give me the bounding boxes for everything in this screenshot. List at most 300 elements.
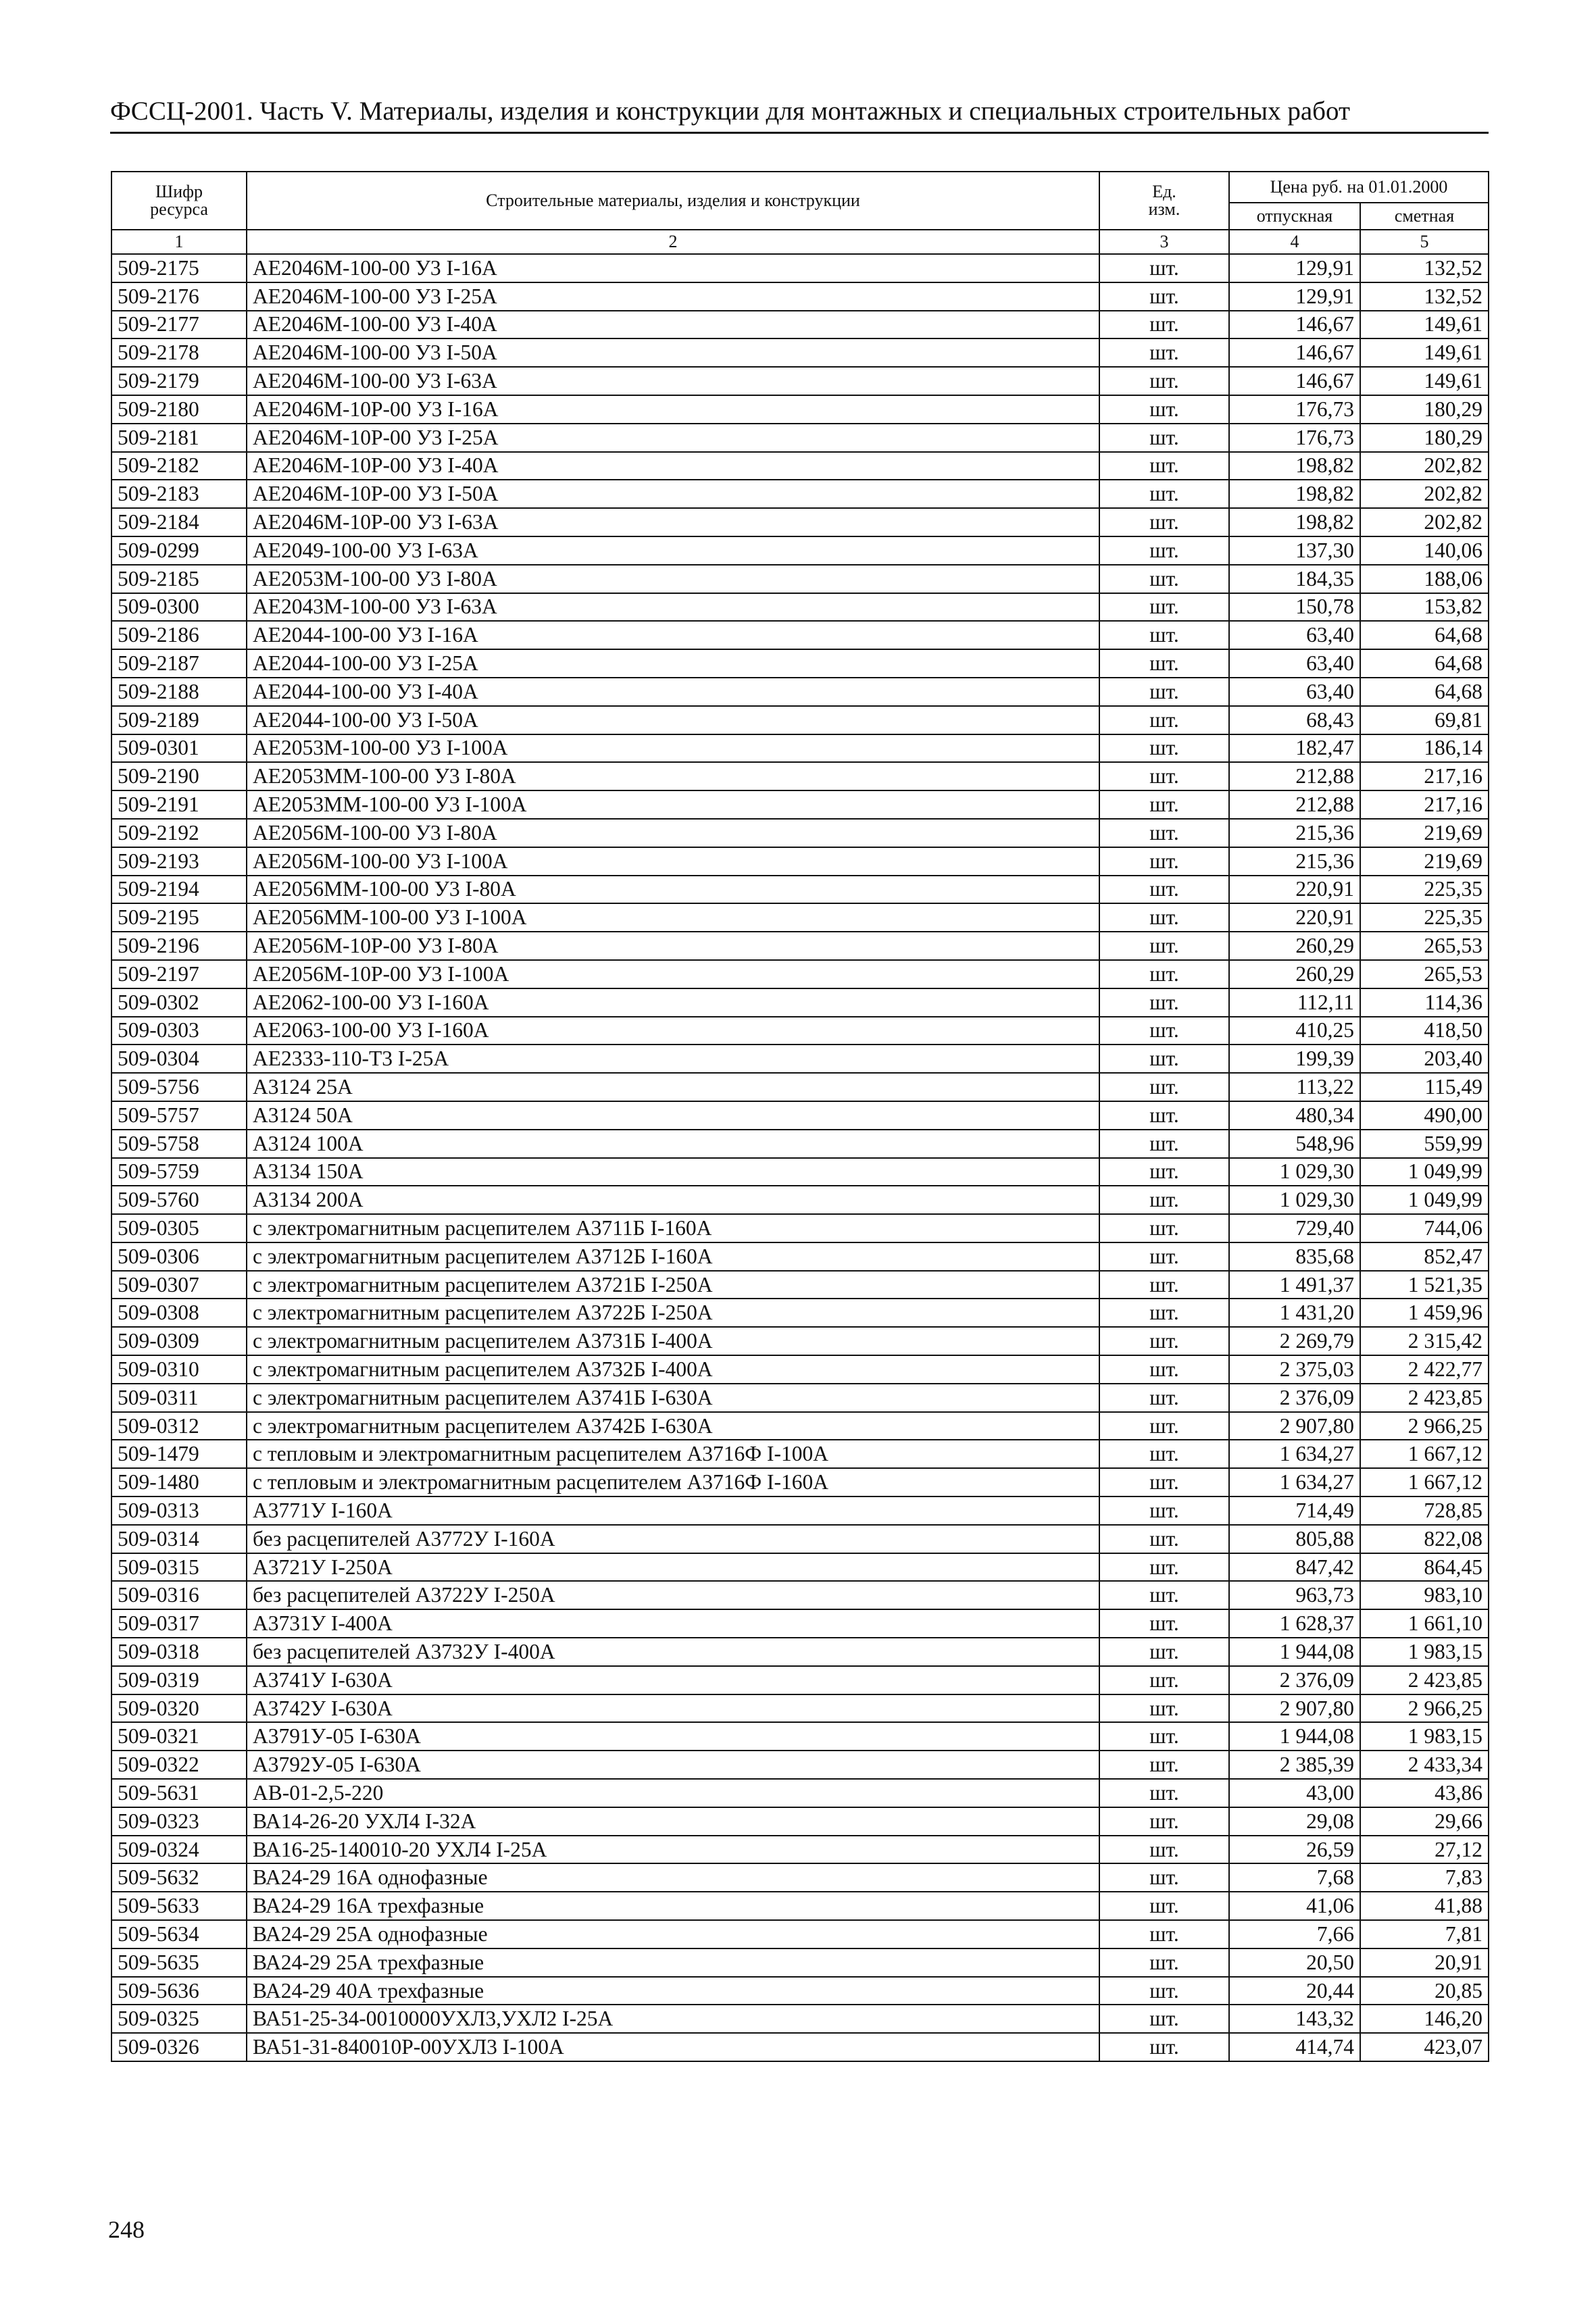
estimate-price-cell: 29,66 xyxy=(1360,1807,1489,1836)
release-price-cell: 1 634,27 xyxy=(1229,1468,1360,1496)
release-price-cell: 41,06 xyxy=(1229,1892,1360,1920)
unit-cell: шт. xyxy=(1099,734,1229,763)
material-name-cell: А3124 100А xyxy=(247,1130,1099,1158)
resource-code-cell: 509-2195 xyxy=(111,903,247,932)
unit-cell: шт. xyxy=(1099,1807,1229,1836)
material-name-cell: А3771У I-160А xyxy=(247,1496,1099,1525)
resource-code-cell: 509-0318 xyxy=(111,1638,247,1666)
material-name-cell: А3124 50А xyxy=(247,1101,1099,1130)
release-price-cell: 2 907,80 xyxy=(1229,1694,1360,1723)
material-name-cell: с электромагнитным расцепителем А3741Б I-630А xyxy=(247,1384,1099,1412)
material-name-cell: АЕ2333-110-Т3 I-25А xyxy=(247,1045,1099,1073)
estimate-price-cell: 64,68 xyxy=(1360,649,1489,678)
release-price-cell: 835,68 xyxy=(1229,1242,1360,1271)
resource-code-cell: 509-5631 xyxy=(111,1779,247,1807)
release-price-cell: 150,78 xyxy=(1229,593,1360,622)
material-name-cell: АЕ2049-100-00 У3 I-63А xyxy=(247,536,1099,565)
table-row xyxy=(111,706,1489,734)
table-row xyxy=(111,876,1489,904)
material-name-cell: А3731У I-400А xyxy=(247,1609,1099,1638)
unit-cell: шт. xyxy=(1099,1158,1229,1186)
estimate-price-cell: 2 423,85 xyxy=(1360,1384,1489,1412)
release-price-cell: 548,96 xyxy=(1229,1130,1360,1158)
estimate-price-cell: 2 966,25 xyxy=(1360,1412,1489,1440)
unit-cell: шт. xyxy=(1099,1920,1229,1948)
release-price-cell: 20,50 xyxy=(1229,1948,1360,1977)
release-price-cell: 212,88 xyxy=(1229,790,1360,819)
estimate-price-cell: 265,53 xyxy=(1360,932,1489,960)
table-row xyxy=(111,1977,1489,2005)
unit-cell: шт. xyxy=(1099,819,1229,847)
material-name-cell: А3721У I-250А xyxy=(247,1553,1099,1582)
resource-code-cell: 509-0307 xyxy=(111,1271,247,1299)
material-name-cell: АЕ2056М-100-00 У3 I-80А xyxy=(247,819,1099,847)
unit-cell: шт. xyxy=(1099,706,1229,734)
table-row xyxy=(111,1186,1489,1214)
resource-code-cell: 509-2187 xyxy=(111,649,247,678)
release-price-cell: 414,74 xyxy=(1229,2033,1360,2061)
table-row xyxy=(111,960,1489,988)
table-row xyxy=(111,480,1489,508)
estimate-price-cell: 822,08 xyxy=(1360,1525,1489,1553)
material-name-cell: АЕ2056ММ-100-00 У3 I-80А xyxy=(247,876,1099,904)
table-row xyxy=(111,1722,1489,1751)
resource-code-cell: 509-0304 xyxy=(111,1045,247,1073)
resource-code-cell: 509-0300 xyxy=(111,593,247,622)
table-header xyxy=(111,172,1489,254)
material-name-cell: АЕ2044-100-00 У3 I-40А xyxy=(247,678,1099,706)
release-price-cell: 1 944,08 xyxy=(1229,1722,1360,1751)
material-name-cell: А3741У I-630А xyxy=(247,1666,1099,1694)
estimate-price-cell: 140,06 xyxy=(1360,536,1489,565)
material-name-cell: ВА51-31-840010Р-00УХЛ3 I-100А xyxy=(247,2033,1099,2061)
col-header-unit xyxy=(1099,172,1229,230)
material-name-cell: с электромагнитным расцепителем А3711Б I-160А xyxy=(247,1214,1099,1242)
table-row xyxy=(111,338,1489,367)
material-name-cell: АЕ2053ММ-100-00 У3 I-80А xyxy=(247,762,1099,790)
material-name-cell: АЕ2062-100-00 У3 I-160А xyxy=(247,988,1099,1017)
estimate-price-cell: 132,52 xyxy=(1360,282,1489,311)
unit-cell: шт. xyxy=(1099,1130,1229,1158)
resource-code-cell: 509-2184 xyxy=(111,508,247,536)
resource-code-cell: 509-0303 xyxy=(111,1017,247,1045)
unit-cell: шт. xyxy=(1099,282,1229,311)
estimate-price-cell: 186,14 xyxy=(1360,734,1489,763)
resource-code-cell: 509-5756 xyxy=(111,1073,247,1101)
estimate-price-cell: 852,47 xyxy=(1360,1242,1489,1271)
resource-code-cell: 509-1479 xyxy=(111,1440,247,1468)
release-price-cell: 212,88 xyxy=(1229,762,1360,790)
unit-cell: шт. xyxy=(1099,847,1229,876)
table-row xyxy=(111,395,1489,424)
material-name-cell: АЕ2046М-10Р-00 У3 I-63А xyxy=(247,508,1099,536)
estimate-price-cell: 188,06 xyxy=(1360,565,1489,593)
release-price-cell: 137,30 xyxy=(1229,536,1360,565)
table-row xyxy=(111,1271,1489,1299)
resource-code-cell: 509-0306 xyxy=(111,1242,247,1271)
table-row xyxy=(111,1836,1489,1864)
table-row xyxy=(111,621,1489,649)
material-name-cell: ВА24-29 25А трехфазные xyxy=(247,1948,1099,1977)
estimate-price-cell: 1 049,99 xyxy=(1360,1158,1489,1186)
release-price-cell: 43,00 xyxy=(1229,1779,1360,1807)
estimate-price-cell: 225,35 xyxy=(1360,903,1489,932)
release-price-cell: 143,32 xyxy=(1229,2005,1360,2033)
resource-code-cell: 509-0301 xyxy=(111,734,247,763)
release-price-cell: 1 944,08 xyxy=(1229,1638,1360,1666)
material-name-cell: ВА24-29 16А однофазные xyxy=(247,1863,1099,1892)
estimate-price-cell: 180,29 xyxy=(1360,395,1489,424)
table-row xyxy=(111,2005,1489,2033)
estimate-price-cell: 64,68 xyxy=(1360,678,1489,706)
unit-cell: шт. xyxy=(1099,1694,1229,1723)
estimate-price-cell: 115,49 xyxy=(1360,1073,1489,1101)
table-row xyxy=(111,1412,1489,1440)
unit-cell: шт. xyxy=(1099,2005,1229,2033)
release-price-cell: 2 376,09 xyxy=(1229,1384,1360,1412)
material-name-cell: АЕ2046М-100-00 У3 I-40А xyxy=(247,311,1099,339)
unit-cell: шт. xyxy=(1099,1017,1229,1045)
table-row xyxy=(111,649,1489,678)
table-row xyxy=(111,819,1489,847)
unit-cell: шт. xyxy=(1099,1892,1229,1920)
estimate-price-cell: 1 661,10 xyxy=(1360,1609,1489,1638)
release-price-cell: 805,88 xyxy=(1229,1525,1360,1553)
material-name-cell: с тепловым и электромагнитным расцепителем А3716Ф I-160А xyxy=(247,1468,1099,1496)
material-name-cell: АЕ2044-100-00 У3 I-16А xyxy=(247,621,1099,649)
unit-cell: шт. xyxy=(1099,1948,1229,1977)
material-name-cell: АЕ2056ММ-100-00 У3 I-100А xyxy=(247,903,1099,932)
release-price-cell: 260,29 xyxy=(1229,932,1360,960)
table-row xyxy=(111,1242,1489,1271)
col-header-unit-line1: Ед. xyxy=(1152,182,1176,201)
estimate-price-cell: 7,83 xyxy=(1360,1863,1489,1892)
material-name-cell: ВА24-29 16А трехфазные xyxy=(247,1892,1099,1920)
material-name-cell: с электромагнитным расцепителем А3722Б I-250А xyxy=(247,1299,1099,1327)
unit-cell: шт. xyxy=(1099,988,1229,1017)
material-name-cell: с электромагнитным расцепителем А3721Б I-250А xyxy=(247,1271,1099,1299)
estimate-price-cell: 423,07 xyxy=(1360,2033,1489,2061)
resource-code-cell: 509-5759 xyxy=(111,1158,247,1186)
unit-cell: шт. xyxy=(1099,1553,1229,1582)
release-price-cell: 215,36 xyxy=(1229,847,1360,876)
table-row xyxy=(111,678,1489,706)
unit-cell: шт. xyxy=(1099,424,1229,452)
table-row xyxy=(111,1638,1489,1666)
table-row xyxy=(111,1779,1489,1807)
col-number: 2 xyxy=(247,230,1099,254)
material-name-cell: АЕ2046М-10Р-00 У3 I-40А xyxy=(247,452,1099,480)
unit-cell: шт. xyxy=(1099,593,1229,622)
release-price-cell: 112,11 xyxy=(1229,988,1360,1017)
release-price-cell: 480,34 xyxy=(1229,1101,1360,1130)
unit-cell: шт. xyxy=(1099,1779,1229,1807)
unit-cell: шт. xyxy=(1099,480,1229,508)
col-header-code-line1: Шифр xyxy=(155,182,203,201)
table-body xyxy=(111,254,1489,2061)
table-row xyxy=(111,2033,1489,2061)
resource-code-cell: 509-2175 xyxy=(111,254,247,282)
material-name-cell: АЕ2043М-100-00 У3 I-63А xyxy=(247,593,1099,622)
unit-cell: шт. xyxy=(1099,367,1229,395)
unit-cell: шт. xyxy=(1099,1496,1229,1525)
table-row xyxy=(111,1666,1489,1694)
table-row xyxy=(111,1130,1489,1158)
resource-code-cell: 509-2177 xyxy=(111,311,247,339)
release-price-cell: 198,82 xyxy=(1229,452,1360,480)
resource-code-cell: 509-1480 xyxy=(111,1468,247,1496)
table-row xyxy=(111,311,1489,339)
unit-cell: шт. xyxy=(1099,1355,1229,1384)
estimate-price-cell: 217,16 xyxy=(1360,762,1489,790)
unit-cell: шт. xyxy=(1099,903,1229,932)
unit-cell: шт. xyxy=(1099,338,1229,367)
table-row xyxy=(111,1948,1489,1977)
price-table xyxy=(111,171,1489,2062)
release-price-cell: 146,67 xyxy=(1229,367,1360,395)
material-name-cell: с электромагнитным расцепителем А3731Б I-400А xyxy=(247,1327,1099,1355)
table-row xyxy=(111,1920,1489,1948)
material-name-cell: ВА24-29 40А трехфазные xyxy=(247,1977,1099,2005)
material-name-cell: без расцепителей А3722У I-250А xyxy=(247,1581,1099,1609)
material-name-cell: АЕ2056М-10Р-00 У3 I-80А xyxy=(247,932,1099,960)
unit-cell: шт. xyxy=(1099,1327,1229,1355)
material-name-cell: с тепловым и электромагнитным расцепителем А3716Ф I-100А xyxy=(247,1440,1099,1468)
table-row xyxy=(111,1807,1489,1836)
resource-code-cell: 509-0311 xyxy=(111,1384,247,1412)
estimate-price-cell: 225,35 xyxy=(1360,876,1489,904)
estimate-price-cell: 2 315,42 xyxy=(1360,1327,1489,1355)
unit-cell: шт. xyxy=(1099,395,1229,424)
resource-code-cell: 509-2178 xyxy=(111,338,247,367)
estimate-price-cell: 7,81 xyxy=(1360,1920,1489,1948)
resource-code-cell: 509-5760 xyxy=(111,1186,247,1214)
table-row xyxy=(111,1384,1489,1412)
material-name-cell: А3792У-05 I-630А xyxy=(247,1751,1099,1779)
resource-code-cell: 509-5636 xyxy=(111,1977,247,2005)
estimate-price-cell: 418,50 xyxy=(1360,1017,1489,1045)
release-price-cell: 176,73 xyxy=(1229,395,1360,424)
resource-code-cell: 509-0309 xyxy=(111,1327,247,1355)
resource-code-cell: 509-2189 xyxy=(111,706,247,734)
unit-cell: шт. xyxy=(1099,1751,1229,1779)
unit-cell: шт. xyxy=(1099,678,1229,706)
col-header-unit-line2: изм. xyxy=(1148,199,1180,219)
unit-cell: шт. xyxy=(1099,1412,1229,1440)
material-name-cell: А3134 200А xyxy=(247,1186,1099,1214)
col-number: 3 xyxy=(1099,230,1229,254)
table-row xyxy=(111,282,1489,311)
table-row xyxy=(111,1045,1489,1073)
material-name-cell: без расцепителей А3772У I-160А xyxy=(247,1525,1099,1553)
resource-code-cell: 509-0316 xyxy=(111,1581,247,1609)
table-row xyxy=(111,790,1489,819)
material-name-cell: АЕ2063-100-00 У3 I-160А xyxy=(247,1017,1099,1045)
table-row xyxy=(111,254,1489,282)
estimate-price-cell: 2 966,25 xyxy=(1360,1694,1489,1723)
material-name-cell: АЕ2044-100-00 У3 I-25А xyxy=(247,649,1099,678)
unit-cell: шт. xyxy=(1099,1073,1229,1101)
resource-code-cell: 509-5634 xyxy=(111,1920,247,1948)
resource-code-cell: 509-5633 xyxy=(111,1892,247,1920)
material-name-cell: АЕ2056М-10Р-00 У3 I-100А xyxy=(247,960,1099,988)
release-price-cell: 63,40 xyxy=(1229,678,1360,706)
estimate-price-cell: 1 459,96 xyxy=(1360,1299,1489,1327)
material-name-cell: АЕ2046М-100-00 У3 I-16А xyxy=(247,254,1099,282)
material-name-cell: с электромагнитным расцепителем А3742Б I-630А xyxy=(247,1412,1099,1440)
table-row xyxy=(111,1892,1489,1920)
resource-code-cell: 509-0320 xyxy=(111,1694,247,1723)
release-price-cell: 729,40 xyxy=(1229,1214,1360,1242)
release-price-cell: 215,36 xyxy=(1229,819,1360,847)
unit-cell: шт. xyxy=(1099,790,1229,819)
table-row xyxy=(111,1017,1489,1045)
material-name-cell: с электромагнитным расцепителем А3732Б I-400А xyxy=(247,1355,1099,1384)
material-name-cell: АЕ2046М-100-00 У3 I-50А xyxy=(247,338,1099,367)
resource-code-cell: 509-2183 xyxy=(111,480,247,508)
resource-code-cell: 509-0325 xyxy=(111,2005,247,2033)
table-row xyxy=(111,565,1489,593)
estimate-price-cell: 1 983,15 xyxy=(1360,1722,1489,1751)
estimate-price-cell: 43,86 xyxy=(1360,1779,1489,1807)
estimate-price-cell: 490,00 xyxy=(1360,1101,1489,1130)
release-price-cell: 2 376,09 xyxy=(1229,1666,1360,1694)
release-price-cell: 146,67 xyxy=(1229,338,1360,367)
estimate-price-cell: 41,88 xyxy=(1360,1892,1489,1920)
unit-cell: шт. xyxy=(1099,621,1229,649)
page-header-title: ФССЦ-2001. Часть V. Материалы, изделия и конструкции для монтажных и специальных строительных работ xyxy=(110,97,1351,126)
estimate-price-cell: 64,68 xyxy=(1360,621,1489,649)
resource-code-cell: 509-0305 xyxy=(111,1214,247,1242)
unit-cell: шт. xyxy=(1099,1863,1229,1892)
estimate-price-cell: 2 423,85 xyxy=(1360,1666,1489,1694)
unit-cell: шт. xyxy=(1099,452,1229,480)
resource-code-cell: 509-5635 xyxy=(111,1948,247,1977)
estimate-price-cell: 744,06 xyxy=(1360,1214,1489,1242)
resource-code-cell: 509-2182 xyxy=(111,452,247,480)
resource-code-cell: 509-2194 xyxy=(111,876,247,904)
table-row xyxy=(111,1694,1489,1723)
estimate-price-cell: 219,69 xyxy=(1360,819,1489,847)
resource-code-cell: 509-2193 xyxy=(111,847,247,876)
table-row xyxy=(111,762,1489,790)
resource-code-cell: 509-2185 xyxy=(111,565,247,593)
estimate-price-cell: 559,99 xyxy=(1360,1130,1489,1158)
table-row xyxy=(111,1440,1489,1468)
resource-code-cell: 509-0299 xyxy=(111,536,247,565)
resource-code-cell: 509-2190 xyxy=(111,762,247,790)
unit-cell: шт. xyxy=(1099,1242,1229,1271)
estimate-price-cell: 2 433,34 xyxy=(1360,1751,1489,1779)
material-name-cell: АЕ2053М-100-00 У3 I-100А xyxy=(247,734,1099,763)
release-price-cell: 220,91 xyxy=(1229,903,1360,932)
table-row xyxy=(111,452,1489,480)
release-price-cell: 2 907,80 xyxy=(1229,1412,1360,1440)
table-row xyxy=(111,1073,1489,1101)
material-name-cell: ВА51-25-34-0010000УХЛ3,УХЛ2 I-25А xyxy=(247,2005,1099,2033)
material-name-cell: А3791У-05 I-630А xyxy=(247,1722,1099,1751)
estimate-price-cell: 20,91 xyxy=(1360,1948,1489,1977)
material-name-cell: АВ-01-2,5-220 xyxy=(247,1779,1099,1807)
unit-cell: шт. xyxy=(1099,1186,1229,1214)
release-price-cell: 1 029,30 xyxy=(1229,1158,1360,1186)
unit-cell: шт. xyxy=(1099,1722,1229,1751)
material-name-cell: АЕ2053М-100-00 У3 I-80А xyxy=(247,565,1099,593)
header-rule xyxy=(110,132,1489,134)
release-price-cell: 63,40 xyxy=(1229,621,1360,649)
col-header-code-line2: ресурса xyxy=(150,199,208,219)
table-row xyxy=(111,424,1489,452)
resource-code-cell: 509-0319 xyxy=(111,1666,247,1694)
release-price-cell: 847,42 xyxy=(1229,1553,1360,1582)
resource-code-cell: 509-5757 xyxy=(111,1101,247,1130)
unit-cell: шт. xyxy=(1099,1977,1229,2005)
estimate-price-cell: 27,12 xyxy=(1360,1836,1489,1864)
table-row xyxy=(111,988,1489,1017)
unit-cell: шт. xyxy=(1099,565,1229,593)
page-number: 248 xyxy=(108,2216,145,2243)
material-name-cell: без расцепителей А3732У I-400А xyxy=(247,1638,1099,1666)
unit-cell: шт. xyxy=(1099,1468,1229,1496)
col-header-code xyxy=(111,172,247,230)
unit-cell: шт. xyxy=(1099,762,1229,790)
material-name-cell: А3134 150А xyxy=(247,1158,1099,1186)
unit-cell: шт. xyxy=(1099,1214,1229,1242)
table-row xyxy=(111,932,1489,960)
material-name-cell: АЕ2044-100-00 У3 I-50А xyxy=(247,706,1099,734)
estimate-price-cell: 265,53 xyxy=(1360,960,1489,988)
unit-cell: шт. xyxy=(1099,1299,1229,1327)
material-name-cell: А3742У I-630А xyxy=(247,1694,1099,1723)
release-price-cell: 220,91 xyxy=(1229,876,1360,904)
material-name-cell: ВА14-26-20 УХЛ4 I-32А xyxy=(247,1807,1099,1836)
unit-cell: шт. xyxy=(1099,508,1229,536)
table-row xyxy=(111,1468,1489,1496)
material-name-cell: АЕ2053ММ-100-00 У3 I-100А xyxy=(247,790,1099,819)
resource-code-cell: 509-0317 xyxy=(111,1609,247,1638)
estimate-price-cell: 149,61 xyxy=(1360,311,1489,339)
estimate-price-cell: 69,81 xyxy=(1360,706,1489,734)
estimate-price-cell: 114,36 xyxy=(1360,988,1489,1017)
table-row xyxy=(111,847,1489,876)
estimate-price-cell: 1 667,12 xyxy=(1360,1440,1489,1468)
resource-code-cell: 509-2191 xyxy=(111,790,247,819)
table-row xyxy=(111,1553,1489,1582)
estimate-price-cell: 202,82 xyxy=(1360,480,1489,508)
col-header-price-group: Цена руб. на 01.01.2000 xyxy=(1229,172,1489,203)
resource-code-cell: 509-2196 xyxy=(111,932,247,960)
material-name-cell: АЕ2046М-100-00 У3 I-25А xyxy=(247,282,1099,311)
table-row xyxy=(111,593,1489,622)
release-price-cell: 176,73 xyxy=(1229,424,1360,452)
table-row xyxy=(111,1355,1489,1384)
resource-code-cell: 509-5632 xyxy=(111,1863,247,1892)
table-row xyxy=(111,903,1489,932)
material-name-cell: АЕ2046М-100-00 У3 I-63А xyxy=(247,367,1099,395)
release-price-cell: 20,44 xyxy=(1229,1977,1360,2005)
col-number: 4 xyxy=(1229,230,1360,254)
release-price-cell: 113,22 xyxy=(1229,1073,1360,1101)
table-row xyxy=(111,508,1489,536)
material-name-cell: с электромагнитным расцепителем А3712Б I-160А xyxy=(247,1242,1099,1271)
unit-cell: шт. xyxy=(1099,2033,1229,2061)
resource-code-cell: 509-0323 xyxy=(111,1807,247,1836)
release-price-cell: 68,43 xyxy=(1229,706,1360,734)
col-number: 1 xyxy=(111,230,247,254)
estimate-price-cell: 132,52 xyxy=(1360,254,1489,282)
material-name-cell: АЕ2046М-10Р-00 У3 I-16А xyxy=(247,395,1099,424)
col-number: 5 xyxy=(1360,230,1489,254)
